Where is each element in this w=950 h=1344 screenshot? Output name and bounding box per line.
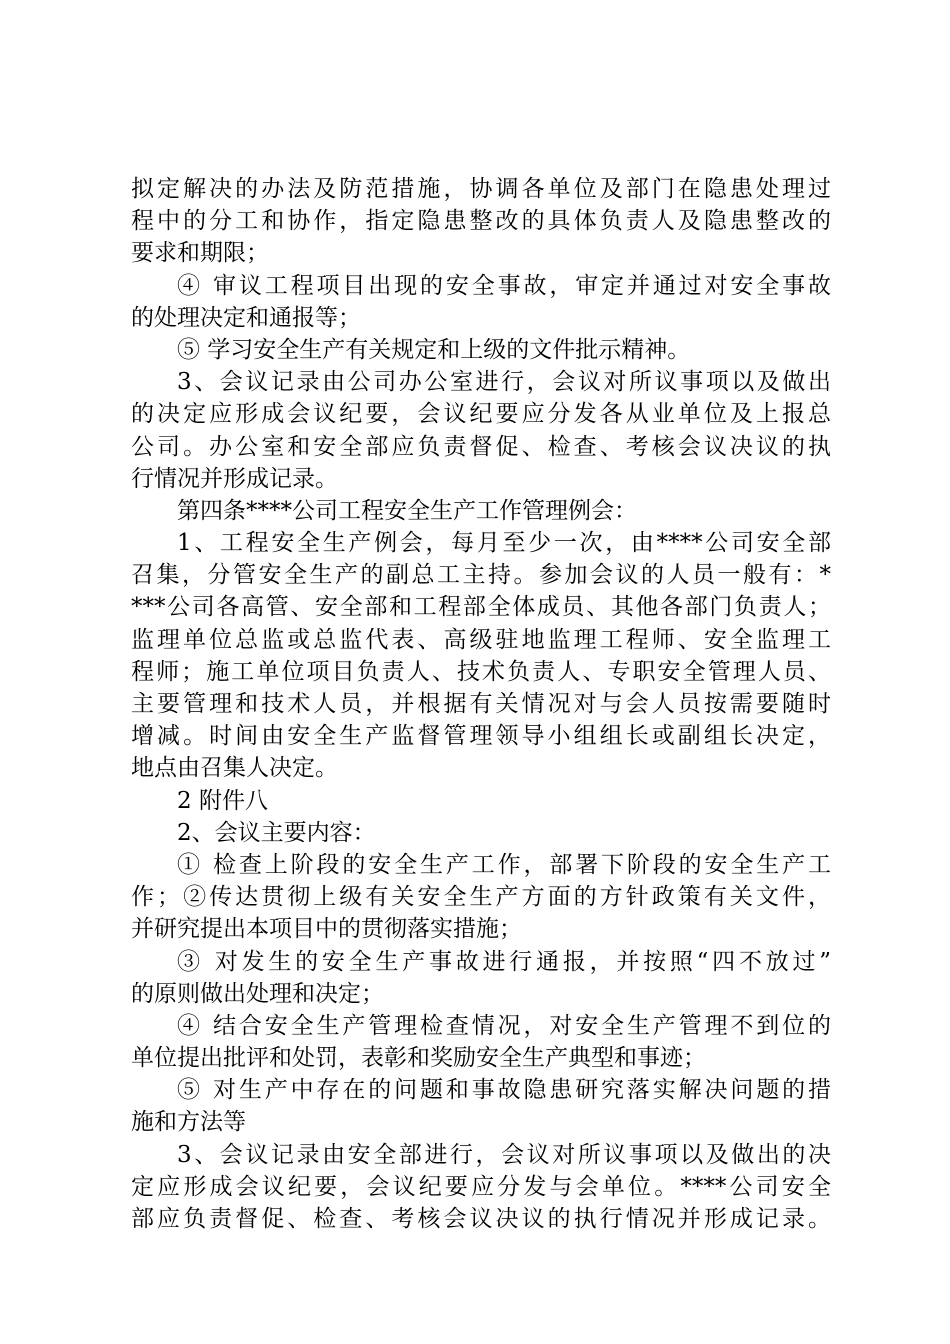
text-line: ④ 结合安全生产管理检查情况，对安全生产管理不到位的 — [177, 1012, 831, 1039]
text-line: 主要管理和技术人员，并根据有关情况对与会人员按需要随时 — [131, 691, 831, 717]
text-line: 行情况并形成记录。 — [131, 465, 338, 492]
text-line: 拟定解决的办法及防范措施，协调各单位及部门在隐患处理过 — [131, 176, 831, 202]
text-line: 部应负责督促、检查、考核会议决议的执行情况并形成记录。 — [131, 1206, 831, 1232]
text-line: 并研究提出本项目中的贯彻落实措施； — [131, 916, 522, 943]
text-line: 单位提出批评和处罚，表彰和奖励安全生产典型和事迹； — [131, 1045, 706, 1072]
text-line: 3、会议记录由公司办公室进行，会议对所议事项以及做出 — [177, 369, 831, 396]
text-line: 3、会议记录由安全部进行，会议对所议事项以及做出的决 — [177, 1141, 831, 1168]
text-line: 地点由召集人决定。 — [131, 755, 338, 782]
text-line: 2、会议主要内容： — [177, 819, 376, 846]
text-line: 增减。时间由安全生产监督管理领导小组组长或副组长决定， — [131, 723, 831, 750]
text-line: 施和方法等 — [131, 1109, 246, 1136]
text-line: 公司。办公室和安全部应负责督促、检查、考核会议决议的执 — [131, 433, 831, 460]
page-marker: 2 附件八 — [177, 787, 268, 814]
text-line: 程师；施工单位项目负责人、技术负责人、专职安全管理人员、 — [131, 658, 831, 685]
text-line: 要求和期限； — [131, 240, 269, 267]
document-body — [131, 173, 831, 1235]
text-line: 1、工程安全生产例会，每月至少一次，由****公司安全部 — [177, 530, 831, 557]
text-line: ④ 审议工程项目出现的安全事故，审定并通过对安全事故 — [177, 272, 831, 299]
text-line: 作；②传达贯彻上级有关安全生产方面的方针政策有关文件， — [131, 884, 831, 911]
section-heading: 第四条****公司工程安全生产工作管理例会： — [177, 497, 637, 524]
text-line: ***公司各高管、安全部和工程部全体成员、其他各部门负责人； — [131, 594, 831, 621]
text-line: 召集，分管安全生产的副总工主持。参加会议的人员一般有：* — [131, 562, 831, 589]
text-line: 定应形成会议纪要，会议纪要应分发与会单位。****公司安全 — [131, 1173, 831, 1200]
text-line: ③ 对发生的安全生产事故进行通报，并按照“四不放过” — [177, 948, 831, 975]
text-line: 的处理决定和通报等； — [131, 304, 361, 331]
text-line: 监理单位总监或总监代表、高级驻地监理工程师、安全监理工 — [131, 626, 831, 653]
text-line: ⑤ 对生产中存在的问题和事故隐患研究落实解决问题的措 — [177, 1077, 831, 1104]
text-line: 的原则做出处理和决定； — [131, 980, 384, 1007]
text-line: 的决定应形成会议纪要，会议纪要应分发各从业单位及上报总 — [131, 401, 831, 428]
text-line: ① 检查上阶段的安全生产工作，部署下阶段的安全生产工 — [177, 851, 831, 878]
text-line: ⑤ 学习安全生产有关规定和上级的文件批示精神。 — [177, 336, 691, 363]
text-line: 程中的分工和协作，指定隐患整改的具体负责人及隐患整改的 — [131, 208, 831, 235]
